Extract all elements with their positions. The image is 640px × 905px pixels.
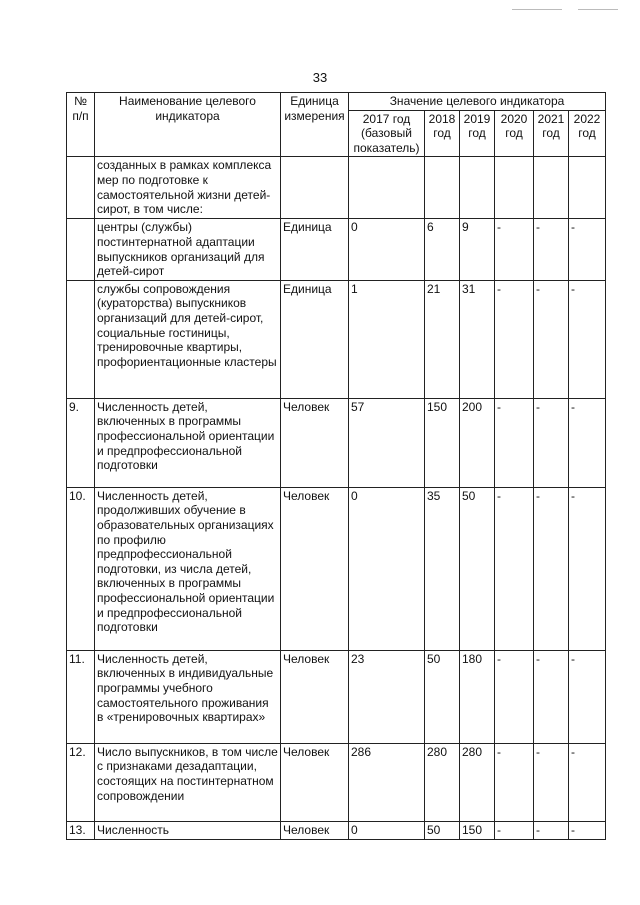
row-number: 13. [67, 821, 95, 839]
table-row [67, 650, 606, 743]
value-cell: - [534, 743, 569, 821]
value-cell: 280 [460, 743, 495, 821]
value-cell: 23 [349, 650, 425, 743]
unit-cell: Человек [281, 398, 349, 487]
value-cell: - [569, 650, 606, 743]
value-cell: - [569, 219, 606, 280]
value-cell: - [534, 821, 569, 839]
value-cell [569, 157, 606, 219]
header-year: 2021 год [534, 110, 569, 157]
value-cell: - [495, 219, 534, 280]
header-value-group: Значение целевого индикатора [349, 93, 606, 111]
value-cell: - [534, 280, 569, 398]
value-cell: 0 [349, 821, 425, 839]
value-cell: 21 [425, 280, 460, 398]
value-cell: 280 [425, 743, 460, 821]
table-row [67, 280, 606, 398]
value-cell: 150 [425, 398, 460, 487]
value-cell: - [569, 487, 606, 650]
value-cell [425, 157, 460, 219]
header-year: 2022 год [569, 110, 606, 157]
value-cell: 1 [349, 280, 425, 398]
value-cell: 31 [460, 280, 495, 398]
value-cell: - [534, 487, 569, 650]
unit-cell: Человек [281, 487, 349, 650]
value-cell: - [495, 650, 534, 743]
page-number: 33 [312, 70, 328, 85]
value-cell [495, 157, 534, 219]
value-cell: 0 [349, 219, 425, 280]
header-number: № п/п [67, 93, 95, 157]
indicator-name: созданных в рамках комплекса мер по подготовке к самостоятельной жизни детей-сирот, в том числе: [95, 157, 281, 219]
table-row [67, 743, 606, 821]
indicator-name: Численность детей, включенных в программы профессиональной ориентации и предпрофессиональной подготовки [95, 398, 281, 487]
value-cell: - [534, 398, 569, 487]
value-cell: 9 [460, 219, 495, 280]
row-number: 9. [67, 398, 95, 487]
table-row [67, 157, 606, 219]
row-number [67, 157, 95, 219]
indicator-name: Число выпускников, в том числе с признаками дезадаптации, состоящих на постинтернатном сопровождении [95, 743, 281, 821]
indicator-name: Численность [95, 821, 281, 839]
row-number [67, 280, 95, 398]
header-indicator-name: Наименование целевого индикатора [95, 93, 281, 157]
value-cell: - [495, 821, 534, 839]
table-row [67, 219, 606, 280]
value-cell: - [534, 219, 569, 280]
value-cell: 180 [460, 650, 495, 743]
value-cell: - [569, 821, 606, 839]
scan-artifact [512, 9, 562, 10]
value-cell: - [495, 487, 534, 650]
value-cell: 150 [460, 821, 495, 839]
row-number: 11. [67, 650, 95, 743]
value-cell: 50 [460, 487, 495, 650]
value-cell: 50 [425, 821, 460, 839]
value-cell: 286 [349, 743, 425, 821]
scan-artifact [578, 9, 618, 10]
target-indicators-table [66, 92, 606, 840]
header-year: 2018 год [425, 110, 460, 157]
value-cell: 57 [349, 398, 425, 487]
unit-cell: Человек [281, 650, 349, 743]
unit-cell: Единица [281, 280, 349, 398]
unit-cell: Единица [281, 219, 349, 280]
header-unit: Единица измерения [281, 93, 349, 157]
indicator-name: Численность детей, продолживших обучение в образовательных организациях по профилю предпрофессиональной подготовки, из числа детей, включенных в программы профессиональной ориентации и предпрофессиональной подготовки [95, 487, 281, 650]
header-year: 2017 год (базовый показатель) [349, 110, 425, 157]
indicator-name: службы сопровождения (кураторства) выпускников организаций для детей-сирот, социальные гостиницы, тренировочные квартиры, профориентационные кластеры [95, 280, 281, 398]
header-year: 2020 год [495, 110, 534, 157]
unit-cell: Человек [281, 743, 349, 821]
indicator-name: центры (службы) постинтернатной адаптации выпускников организаций для детей-сирот [95, 219, 281, 280]
value-cell: 200 [460, 398, 495, 487]
value-cell: - [495, 280, 534, 398]
table-row [67, 398, 606, 487]
value-cell [349, 157, 425, 219]
row-number: 12. [67, 743, 95, 821]
value-cell: - [569, 743, 606, 821]
value-cell: 6 [425, 219, 460, 280]
value-cell: 0 [349, 487, 425, 650]
value-cell: - [569, 280, 606, 398]
value-cell: 50 [425, 650, 460, 743]
value-cell: - [569, 398, 606, 487]
header-year: 2019 год [460, 110, 495, 157]
value-cell: - [495, 743, 534, 821]
value-cell: - [534, 650, 569, 743]
value-cell: 35 [425, 487, 460, 650]
value-cell [460, 157, 495, 219]
row-number [67, 219, 95, 280]
unit-cell [281, 157, 349, 219]
table-row [67, 487, 606, 650]
unit-cell: Человек [281, 821, 349, 839]
table-row [67, 821, 606, 839]
row-number: 10. [67, 487, 95, 650]
value-cell: - [495, 398, 534, 487]
value-cell [534, 157, 569, 219]
indicator-name: Численность детей, включенных в индивидуальные программы учебного самостоятельного проживания в «тренировочных квартирах» [95, 650, 281, 743]
